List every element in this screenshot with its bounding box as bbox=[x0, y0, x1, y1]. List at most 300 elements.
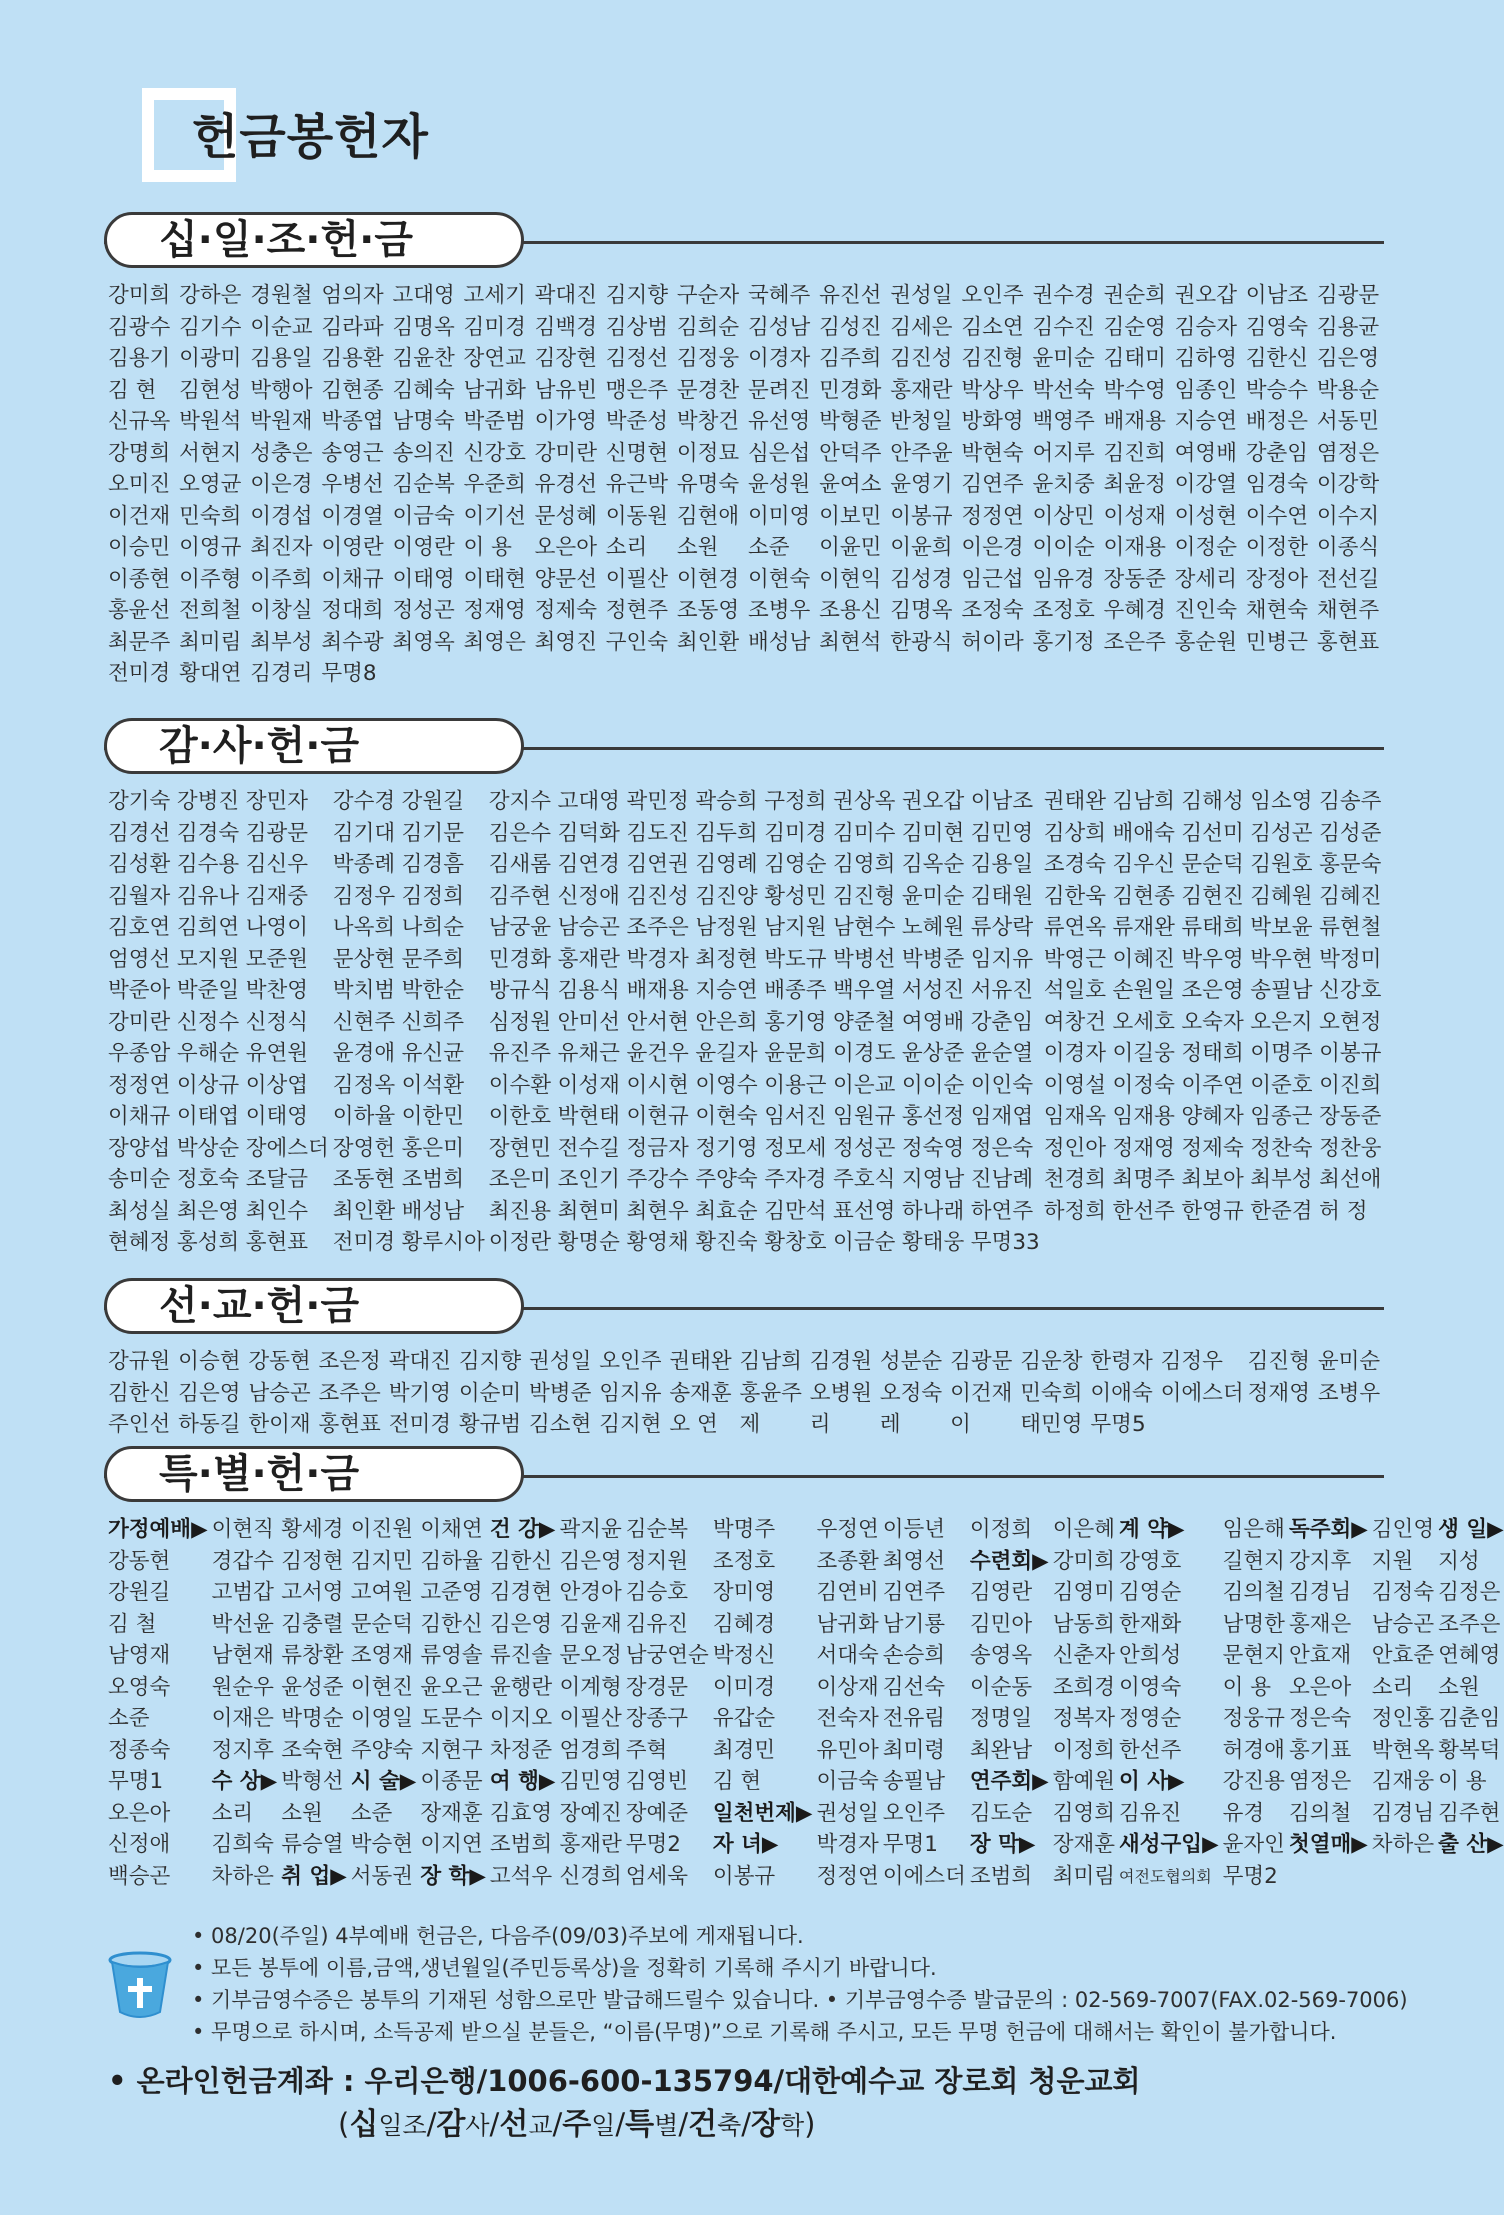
donor-name: 오숙자 bbox=[1181, 1009, 1244, 1035]
donor-name: 박영근 bbox=[1043, 946, 1106, 972]
donor-name: 장세리 bbox=[1174, 566, 1237, 592]
donor-name: 이미영 bbox=[748, 503, 811, 529]
donor-name: 오미진 bbox=[108, 472, 171, 497]
donor-name: 이지오 bbox=[489, 1706, 553, 1731]
donor-name: 임지유 bbox=[970, 946, 1034, 972]
donor-name: 유근박 bbox=[605, 472, 669, 497]
donor-name: 정영순 bbox=[1119, 1706, 1182, 1731]
donor-name: 하연주 bbox=[970, 1198, 1034, 1224]
donor-name: 홍현표 bbox=[318, 1412, 381, 1437]
donor-name: 최미령 bbox=[882, 1737, 946, 1763]
donor-name: 주강수 bbox=[626, 1167, 689, 1192]
donor-name: 이인숙 bbox=[970, 1072, 1034, 1098]
donor-name: 정지후 bbox=[211, 1737, 274, 1763]
offering-type-big: 특 bbox=[625, 2107, 655, 2142]
donor-name: 이경도 bbox=[833, 1041, 896, 1066]
offering-type-big: 선 bbox=[499, 2107, 529, 2142]
donor-name: 권상옥 bbox=[833, 789, 896, 814]
donor-name: 고여원 bbox=[350, 1580, 414, 1605]
donor-name: 남현재 bbox=[211, 1643, 274, 1668]
donor-name: 권오갑 bbox=[1174, 283, 1237, 308]
donor-name: 이용근 bbox=[764, 1072, 827, 1098]
donor-name: 김소연 bbox=[961, 314, 1024, 340]
donor-name: 김순복 bbox=[392, 472, 455, 497]
donor-name: 구순자 bbox=[676, 283, 740, 308]
donor-name: 남지원 bbox=[764, 915, 827, 940]
donor-name: 서유진 bbox=[970, 978, 1034, 1003]
donor-name: 남영재 bbox=[108, 1643, 171, 1668]
donor-name: 문순덕 bbox=[1181, 852, 1244, 877]
donor-name: 심정원 bbox=[488, 1009, 552, 1035]
notes-list bbox=[192, 1920, 1408, 2048]
donor-name: 유진주 bbox=[488, 1041, 552, 1066]
donor-name: 홍기영 bbox=[764, 1009, 827, 1035]
donor-name: 김연주 bbox=[961, 472, 1024, 497]
donor-name: 정은숙 bbox=[1288, 1706, 1352, 1731]
donor-name: 이현진 bbox=[350, 1674, 414, 1700]
donor-name: 장미영 bbox=[712, 1580, 776, 1605]
donor-name: 하나래 bbox=[901, 1198, 965, 1224]
donor-name: 여영배 bbox=[901, 1009, 965, 1035]
donor-name: 이필산 bbox=[605, 566, 669, 592]
donor-name: 박명순 bbox=[281, 1706, 344, 1731]
donor-name: 강춘임 bbox=[970, 1009, 1034, 1035]
section-title: 십·일·조·헌·금 bbox=[104, 212, 524, 268]
donor-name: 소원 bbox=[676, 535, 719, 560]
donor-name: 홍재란 bbox=[559, 1832, 622, 1857]
donor-name: 김정희 bbox=[401, 883, 464, 909]
section-header bbox=[104, 212, 1384, 272]
donor-name: 류창환 bbox=[281, 1643, 344, 1668]
donor-name: 김백경 bbox=[534, 314, 597, 340]
donor-name: 남귀화 bbox=[816, 1611, 879, 1637]
offering-type-big: 십 bbox=[349, 2107, 379, 2142]
donor-name: 강동현 bbox=[248, 1349, 311, 1374]
donor-name: 고범갑 bbox=[211, 1580, 274, 1605]
donor-name: 박준범 bbox=[463, 409, 526, 434]
donor-name: 김희순 bbox=[676, 314, 740, 340]
donor-name: 류진솔 bbox=[489, 1643, 553, 1668]
donor-name: 권성일 bbox=[890, 283, 953, 308]
donor-name: 하동길 bbox=[178, 1412, 241, 1437]
donor-name: 안효재 bbox=[1288, 1643, 1352, 1668]
donor-name: 안미선 bbox=[557, 1009, 620, 1035]
donor-name: 반청일 bbox=[890, 409, 953, 434]
donor-name: 김은영 bbox=[559, 1548, 622, 1574]
donor-name: 김 현 bbox=[108, 377, 157, 403]
donor-name: 오은아 bbox=[108, 1800, 171, 1826]
donor-name: 황명순 bbox=[557, 1230, 620, 1255]
donor-name: 박현태 bbox=[557, 1104, 620, 1129]
donor-name: 강진용 bbox=[1222, 1769, 1285, 1794]
donor-name: 이계형 bbox=[559, 1674, 622, 1700]
offering-type-small: 사 bbox=[465, 2111, 490, 2140]
donor-name: 엄영선 bbox=[108, 946, 171, 972]
donor-name: 강규원 bbox=[108, 1349, 171, 1374]
donor-name: 이현숙 bbox=[695, 1104, 758, 1129]
donor-name: 남동희 bbox=[1052, 1611, 1115, 1637]
donor-name: 김인영 bbox=[1371, 1517, 1435, 1542]
donor-name: 이이순 bbox=[1032, 535, 1095, 560]
donor-name: 윤미순 bbox=[901, 883, 965, 909]
donor-name: 정태희 bbox=[1181, 1041, 1244, 1066]
donor-name: 양혜자 bbox=[1181, 1104, 1244, 1129]
donor-name: 조인기 bbox=[557, 1167, 620, 1192]
donor-name: 홍순원 bbox=[1174, 629, 1237, 655]
donor-name: 김성남 bbox=[748, 314, 811, 340]
donor-name: 남기룡 bbox=[882, 1611, 946, 1637]
donor-name: 김의철 bbox=[1288, 1800, 1352, 1826]
donor-name: 김하영 bbox=[1174, 346, 1237, 371]
donor-name: 김수용 bbox=[176, 852, 240, 877]
donor-name: 이애숙 bbox=[1090, 1380, 1153, 1406]
donor-name: 소리 bbox=[605, 535, 648, 560]
donor-name: 고석우 bbox=[489, 1863, 553, 1889]
donor-name: 채현주 bbox=[1316, 598, 1380, 623]
section-header bbox=[104, 718, 1384, 778]
donor-name: 허경애 bbox=[1222, 1737, 1285, 1763]
donor-name: 전유림 bbox=[882, 1706, 946, 1731]
donor-name: 김은영 bbox=[489, 1611, 553, 1637]
donor-name: 가정예배▶ bbox=[108, 1517, 208, 1542]
donor-name: 김경리 bbox=[250, 661, 313, 686]
offering-type-small: 교 bbox=[528, 2111, 553, 2140]
donor-name: 시 술▶ bbox=[350, 1769, 417, 1794]
donor-name: 지승연 bbox=[695, 978, 758, 1003]
donor-name: 신정애 bbox=[108, 1832, 171, 1857]
donor-name: 조주은 bbox=[318, 1380, 381, 1406]
offering-type-small: 축 bbox=[717, 2111, 742, 2140]
donor-name: 남승곤 bbox=[248, 1380, 311, 1406]
donor-name: 정복자 bbox=[1052, 1706, 1115, 1731]
donor-name: 길현지 bbox=[1222, 1548, 1285, 1574]
donor-name: 최진자 bbox=[250, 535, 313, 560]
donor-name: 정찬웅 bbox=[1319, 1135, 1382, 1161]
donor-name: 장재훈 bbox=[1052, 1832, 1115, 1857]
donor-name: 무명2 bbox=[1222, 1863, 1278, 1889]
donor-name: 박병선 bbox=[833, 946, 896, 972]
donor-name: 김원호 bbox=[1250, 852, 1313, 877]
donor-name: 김진성 bbox=[890, 346, 953, 371]
donor-name: 도문수 bbox=[420, 1706, 483, 1731]
donor-name: 이은혜 bbox=[1052, 1517, 1115, 1542]
donor-name: 신춘자 bbox=[1052, 1643, 1115, 1668]
donor-name: 고세기 bbox=[463, 283, 526, 308]
note-item: • 모든 봉투에 이름,금액,생년월일(주민등록상)을 정확히 기록해 주시기 바랍니다. bbox=[192, 1956, 937, 1980]
donor-name: 김한신 bbox=[108, 1380, 171, 1406]
donor-name: 임재용 bbox=[1112, 1104, 1175, 1129]
donor-name: 이경열 bbox=[321, 503, 384, 529]
donor-name: 신명현 bbox=[605, 440, 669, 466]
donor-name: 이태영 bbox=[245, 1104, 309, 1129]
donor-name: 석일호 bbox=[1043, 978, 1106, 1003]
donor-name: 이강학 bbox=[1316, 472, 1380, 497]
donor-name: 박창건 bbox=[676, 409, 740, 434]
donor-name: 신강호 bbox=[1319, 978, 1382, 1003]
donor-name: 이성현 bbox=[1174, 503, 1237, 529]
donor-name: 김경현 bbox=[489, 1580, 553, 1605]
donor-name: 이현익 bbox=[819, 566, 882, 592]
donor-name: 류재완 bbox=[1112, 915, 1175, 940]
donor-name: 수 상▶ bbox=[211, 1769, 278, 1794]
donor-name: 이기선 bbox=[463, 503, 526, 529]
donor-name: 전희철 bbox=[179, 598, 242, 623]
donor-name: 최완남 bbox=[969, 1737, 1033, 1763]
donor-name: 계 약▶ bbox=[1119, 1517, 1185, 1542]
donor-name: 박정미 bbox=[1319, 946, 1382, 972]
donor-name: 이재용 bbox=[1103, 535, 1166, 560]
donor-name: 권성일 bbox=[816, 1800, 879, 1826]
donor-name: 독주회▶ bbox=[1288, 1517, 1368, 1542]
donor-name: 김혜숙 bbox=[392, 377, 455, 403]
donor-name: 모지원 bbox=[176, 946, 240, 972]
donor-name: 김희숙 bbox=[211, 1832, 274, 1857]
donor-name: 오병원 bbox=[809, 1380, 873, 1406]
donor-name: 함예원 bbox=[1052, 1769, 1115, 1794]
donor-name: 구인숙 bbox=[605, 629, 669, 655]
donor-name: 송필남 bbox=[882, 1769, 946, 1794]
donor-name: 이보민 bbox=[819, 503, 882, 529]
donor-name: 정모세 bbox=[764, 1135, 827, 1161]
donor-name: 김옥순 bbox=[901, 852, 965, 877]
donor-name: 이하율 bbox=[332, 1104, 396, 1129]
donor-name: 김용일 bbox=[970, 852, 1034, 877]
donor-name: 김성진 bbox=[819, 314, 882, 340]
donor-name: 김수진 bbox=[1032, 314, 1095, 340]
donor-name: 소원 bbox=[1438, 1674, 1480, 1700]
donor-name: 채현숙 bbox=[1245, 598, 1309, 623]
donor-name: 남현수 bbox=[833, 915, 896, 940]
donor-name: 김기문 bbox=[401, 820, 464, 846]
donor-name: 김 현 bbox=[712, 1769, 762, 1794]
donor-name: 장양섭 bbox=[108, 1135, 171, 1161]
donor-name: 강춘임 bbox=[1245, 440, 1309, 466]
donor-name: 배성남 bbox=[748, 629, 811, 655]
donor-name: 문경찬 bbox=[676, 377, 740, 403]
donor-name: 이채연 bbox=[420, 1517, 483, 1542]
donor-name: 오인주 bbox=[882, 1800, 946, 1826]
donor-name: 박선윤 bbox=[211, 1611, 274, 1637]
donor-name: 전미경 bbox=[388, 1412, 451, 1437]
donor-name: 이지연 bbox=[420, 1832, 483, 1857]
donor-name: 정숙영 bbox=[901, 1135, 965, 1161]
donor-name: 김세은 bbox=[890, 314, 953, 340]
donor-name: 이현직 bbox=[211, 1517, 274, 1542]
donor-name: 조달금 bbox=[245, 1167, 309, 1192]
donor-name: 유경 bbox=[1222, 1800, 1265, 1826]
donor-name: 유민아 bbox=[816, 1737, 879, 1763]
donor-name: 최현미 bbox=[557, 1198, 620, 1224]
donor-name: 홍선정 bbox=[901, 1104, 965, 1129]
donor-name: 이은경 bbox=[250, 472, 313, 497]
donor-name: 차정준 bbox=[489, 1737, 553, 1763]
donor-name: 이봉규 bbox=[712, 1863, 776, 1889]
donor-name: 이명주 bbox=[1250, 1041, 1313, 1066]
donor-name: 서동민 bbox=[1316, 409, 1380, 434]
donor-name: 남유빈 bbox=[534, 377, 597, 403]
donor-name: 박준일 bbox=[176, 978, 240, 1003]
donor-name: 정현주 bbox=[605, 598, 669, 623]
donor-name: 김주희 bbox=[819, 346, 882, 371]
donor-name: 한선주 bbox=[1119, 1737, 1182, 1763]
donor-name: 수련회▶ bbox=[969, 1548, 1049, 1574]
donor-name: 주인선 bbox=[108, 1412, 171, 1437]
donor-name: 안은희 bbox=[695, 1009, 758, 1035]
donor-name: 김연권 bbox=[626, 852, 689, 877]
donor-name: 이등년 bbox=[882, 1517, 946, 1542]
donor-name: 양준철 bbox=[833, 1009, 896, 1035]
donor-name: 전숙자 bbox=[816, 1706, 879, 1731]
donor-name: 장 막▶ bbox=[969, 1832, 1036, 1857]
donor-name: 민경화 bbox=[819, 377, 882, 403]
donor-name: 이 용 bbox=[1438, 1769, 1487, 1794]
donor-name: 김은수 bbox=[488, 820, 552, 846]
donor-name: 조경숙 bbox=[1043, 852, 1106, 877]
donor-name: 박종례 bbox=[332, 852, 396, 877]
donor-name: 정성곤 bbox=[392, 598, 455, 623]
donor-name: 김희연 bbox=[176, 915, 240, 940]
donor-name: 김혜경 bbox=[712, 1611, 776, 1637]
donor-name: 지원 bbox=[1371, 1548, 1414, 1574]
donor-name: 최영진 bbox=[534, 629, 597, 655]
donor-name: 김해성 bbox=[1181, 789, 1244, 814]
donor-name: 김영순 bbox=[764, 852, 827, 877]
donor-name: 심은섭 bbox=[748, 440, 811, 466]
offering-type-big: 건 bbox=[688, 2107, 718, 2142]
donor-name: 주자경 bbox=[764, 1167, 827, 1192]
donor-name: 조범희 bbox=[489, 1832, 553, 1857]
offering-type-small: 일 bbox=[591, 2111, 616, 2140]
donor-name: 이주연 bbox=[1181, 1072, 1244, 1098]
donor-name: 강병진 bbox=[176, 789, 240, 814]
donor-name: 이태현 bbox=[463, 566, 526, 592]
donor-name: 이순교 bbox=[250, 314, 313, 340]
donor-name: 김성준 bbox=[1319, 820, 1382, 846]
donor-name: 장동준 bbox=[1103, 566, 1166, 592]
donor-name: 유명숙 bbox=[676, 472, 740, 497]
donor-name: 이채규 bbox=[108, 1104, 171, 1129]
donor-name: 조정호 bbox=[712, 1548, 776, 1574]
donor-name: 이남조 bbox=[1245, 283, 1309, 308]
donor-name: 강지수 bbox=[488, 789, 552, 814]
donor-name: 박상우 bbox=[961, 377, 1024, 403]
donor-name: 정정연 bbox=[961, 503, 1024, 529]
donor-name: 송영옥 bbox=[969, 1643, 1033, 1668]
donor-name: 임지유 bbox=[599, 1380, 662, 1406]
donor-name: 지성 bbox=[1438, 1548, 1480, 1574]
donor-name: 윤여소 bbox=[819, 472, 882, 497]
donor-name: 곽지윤 bbox=[559, 1517, 622, 1542]
donor-name: 김정숙 bbox=[1371, 1580, 1435, 1605]
donor-name: 남귀화 bbox=[463, 377, 526, 403]
donor-name: 김진성 bbox=[626, 883, 689, 909]
donor-name: 정기영 bbox=[695, 1135, 758, 1161]
donor-name: 첫열매▶ bbox=[1288, 1832, 1368, 1857]
donor-name: 성분순 bbox=[879, 1349, 943, 1374]
donor-name: 김영순 bbox=[1119, 1580, 1182, 1605]
donor-name: 김경님 bbox=[1371, 1800, 1435, 1826]
donor-name: 김지향 bbox=[458, 1349, 522, 1374]
donor-name: 전수길 bbox=[557, 1135, 620, 1161]
donor-name: 여창건 bbox=[1043, 1009, 1106, 1035]
donor-name: 이성재 bbox=[557, 1072, 620, 1098]
donor-name: 소준 bbox=[350, 1800, 393, 1826]
donor-name: 최미림 bbox=[179, 629, 242, 655]
donor-name: 최미림 bbox=[1052, 1863, 1115, 1889]
section-tithe bbox=[104, 212, 1384, 690]
donor-name: 장연교 bbox=[463, 346, 526, 371]
donor-name: 이영규 bbox=[179, 535, 242, 560]
donor-name: 김경원 bbox=[809, 1349, 873, 1374]
donor-name: 무명1 bbox=[882, 1832, 938, 1857]
donor-name: 허 정 bbox=[1319, 1198, 1368, 1224]
donor-name: 이광미 bbox=[179, 346, 242, 371]
donor-name: 최선애 bbox=[1319, 1167, 1382, 1192]
donor-name: 김연경 bbox=[557, 852, 620, 877]
donor-name: 조용신 bbox=[819, 598, 882, 623]
donor-name: 류승열 bbox=[281, 1832, 344, 1857]
donor-name: 박치범 bbox=[332, 978, 396, 1003]
donor-name: 조주은 bbox=[1438, 1611, 1501, 1637]
donor-name: 이길웅 bbox=[1112, 1041, 1175, 1066]
donor-name: 지현구 bbox=[420, 1737, 483, 1763]
donor-name: 최정현 bbox=[695, 946, 758, 972]
donor-name: 김은영 bbox=[178, 1380, 241, 1406]
donor-name: 김충렬 bbox=[281, 1611, 344, 1637]
donor-name: 강수경 bbox=[332, 789, 396, 814]
donor-name: 김용균 bbox=[1316, 314, 1380, 340]
donor-name: 정재영 bbox=[463, 598, 526, 623]
donor-name: 오은아 bbox=[1288, 1674, 1352, 1700]
donor-name: 이현경 bbox=[676, 566, 740, 592]
donor-name: 출 산▶ bbox=[1438, 1832, 1504, 1857]
donor-name: 남정원 bbox=[695, 915, 758, 940]
donor-name: 강미란 bbox=[534, 440, 597, 466]
donor-name: 오은지 bbox=[1250, 1009, 1313, 1035]
donor-name: 조병우 bbox=[748, 598, 811, 623]
donor-name: 박우현 bbox=[1250, 946, 1313, 972]
donor-name: 이현규 bbox=[626, 1104, 689, 1129]
donor-name: 제 bbox=[739, 1412, 761, 1437]
donor-name: 신희주 bbox=[401, 1009, 464, 1035]
donor-name: 오은아 bbox=[534, 535, 597, 560]
offering-type-big: 장 bbox=[751, 2107, 780, 2142]
donor-name: 이 용 bbox=[463, 535, 512, 560]
donor-name: 이에스더 bbox=[1160, 1380, 1244, 1406]
donor-name: 정호숙 bbox=[176, 1167, 240, 1192]
donor-name: 김경님 bbox=[1288, 1580, 1352, 1605]
donor-name: 이승현 bbox=[178, 1349, 241, 1374]
donor-name: 신규옥 bbox=[108, 409, 171, 434]
donor-name: 무명5 bbox=[1090, 1412, 1146, 1437]
donor-name: 최인환 bbox=[332, 1198, 396, 1224]
donor-name: 정재영 bbox=[1247, 1380, 1310, 1406]
donor-name: 임경숙 bbox=[1245, 472, 1309, 497]
donor-name: 박형준 bbox=[819, 409, 882, 434]
donor-name: 무명8 bbox=[321, 661, 377, 686]
donor-name: 곽민정 bbox=[626, 789, 689, 814]
donor-name: 김연비 bbox=[816, 1580, 879, 1605]
donor-name: 안서현 bbox=[626, 1009, 689, 1035]
donor-name: 김주현 bbox=[488, 883, 552, 909]
donor-name: 김신우 bbox=[245, 852, 309, 877]
page-title: 헌금봉헌자 bbox=[192, 109, 429, 165]
donor-name: 송영근 bbox=[321, 440, 384, 466]
donor-name: 김한신 bbox=[1245, 346, 1309, 371]
offering-bucket-icon bbox=[104, 1950, 176, 2020]
donor-name: 조은정 bbox=[318, 1349, 381, 1374]
donor-name: 김효영 bbox=[489, 1800, 553, 1826]
